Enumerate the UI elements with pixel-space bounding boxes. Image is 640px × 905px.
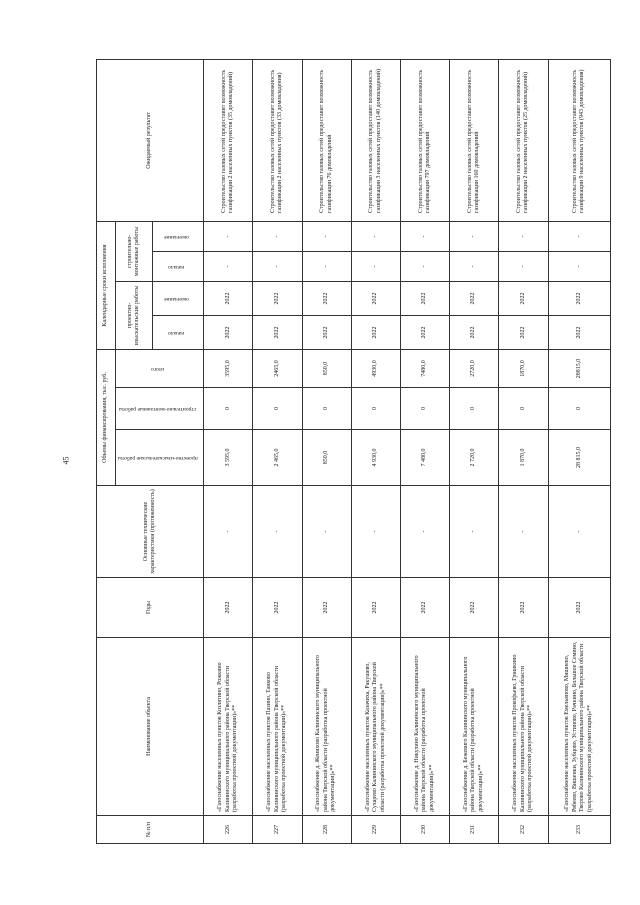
row-construction-start-cell: -	[548, 251, 611, 281]
header-design-terms: проектно-изыскательские работы	[116, 281, 153, 349]
row-design-cost-cell: 7 480,0	[400, 430, 449, 486]
row-num-cell: 226	[204, 816, 253, 844]
row-tech-cell: -	[204, 486, 253, 578]
row-year-cell: 2022	[253, 578, 302, 638]
header-num: № п/п	[97, 816, 204, 844]
table-row	[351, 59, 400, 843]
row-design-start-cell: 2022	[253, 315, 302, 349]
row-year-cell: 2022	[351, 578, 400, 638]
row-name-cell: «Газоснабжение населенных пунктов Пазино, Танково Калининского муниципального района Тверской области (разработка проектной документации)»**	[253, 638, 302, 816]
row-tech-cell: -	[400, 486, 449, 578]
row-design-end-cell: 2022	[253, 281, 302, 315]
row-total-cell: 3595,0	[204, 349, 253, 387]
row-design-start-cell: 2022	[204, 315, 253, 349]
row-construction-cost-cell: 0	[351, 388, 400, 430]
header-construction-terms: строительно-монтажные работы	[116, 221, 153, 281]
row-design-end-cell: 2022	[204, 281, 253, 315]
row-tech-cell: -	[253, 486, 302, 578]
header-design-start: начало	[153, 315, 204, 349]
row-construction-end-cell: -	[351, 221, 400, 251]
row-year-cell: 2022	[499, 578, 548, 638]
row-design-end-cell: 2022	[351, 281, 400, 315]
row-name-cell: «Газоснабжение населенных пунктов Прокофьево, Гришкино Калининского муниципального района Тверской области (разработка проектной документации)»**	[499, 638, 548, 816]
row-total-cell: 850,0	[302, 349, 351, 387]
row-construction-end-cell: -	[499, 221, 548, 251]
row-construction-cost-cell: 0	[499, 388, 548, 430]
row-num-cell: 231	[450, 816, 499, 844]
header-total: итого	[116, 349, 204, 387]
row-design-cost-cell: 2 465,0	[253, 430, 302, 486]
row-construction-start-cell: -	[499, 251, 548, 281]
row-design-end-cell: 2022	[548, 281, 611, 315]
row-year-cell: 2022	[450, 578, 499, 638]
row-construction-start-cell: -	[351, 251, 400, 281]
row-year-cell: 2022	[400, 578, 449, 638]
header-construction-start: начало	[153, 251, 204, 281]
header-name: Наименование объекта	[97, 638, 204, 816]
row-total-cell: 1870,0	[499, 349, 548, 387]
row-construction-cost-cell: 0	[400, 388, 449, 430]
row-construction-end-cell: -	[204, 221, 253, 251]
row-construction-start-cell: -	[450, 251, 499, 281]
row-result-cell: Строительство газовых сетей предоставит возможность газификации 160 домовладений	[450, 59, 499, 221]
row-design-start-cell: 2022	[499, 315, 548, 349]
header-terms: Календарные сроки исполнения	[97, 221, 116, 349]
row-design-start-cell: 2022	[351, 315, 400, 349]
row-construction-start-cell: -	[253, 251, 302, 281]
row-construction-cost-cell: 0	[204, 388, 253, 430]
row-construction-start-cell: -	[302, 251, 351, 281]
header-construction-end: окончание	[153, 221, 204, 251]
row-design-cost-cell: 1 870,0	[499, 430, 548, 486]
header-row-1	[97, 59, 116, 843]
row-name-cell: «Газоснабжение д. Бежевиго Калининского муниципального района Тверской области (разработка проектной документации)»**	[450, 638, 499, 816]
row-construction-start-cell: -	[204, 251, 253, 281]
row-construction-start-cell: -	[400, 251, 449, 281]
row-tech-cell: -	[499, 486, 548, 578]
row-tech-cell: -	[351, 486, 400, 578]
row-num-cell: 228	[302, 816, 351, 844]
table-row	[499, 59, 548, 843]
row-construction-cost-cell: 0	[253, 388, 302, 430]
table-row	[450, 59, 499, 843]
table-body	[204, 59, 611, 843]
row-num-cell: 230	[400, 816, 449, 844]
row-design-end-cell: 2022	[450, 281, 499, 315]
row-total-cell: 28815,0	[548, 349, 611, 387]
row-name-cell: «Газоснабжение населенных пунктов Емельяново, Мишнево, Рябеево, Вишенки, Зубцово, Устиново, Рачкино, Большое Семино, Тверово Калининского муниципального района Тверской области (разработка проектной документации)»**	[548, 638, 611, 816]
row-result-cell: Строительство газовых сетей предоставит возможность газификации 9 населенных пунктов (943 домовладения)	[548, 59, 611, 221]
projects-table	[96, 59, 611, 844]
row-result-cell: Строительство газовых сетей предоставит возможность газификации 3 населенных пунктов (140 домовладений)	[351, 59, 400, 221]
row-name-cell: «Газоснабжение д. Женихово Калининского муниципального района Тверской области (разработка проектной документации)»**	[302, 638, 351, 816]
row-construction-end-cell: -	[400, 221, 449, 251]
row-construction-end-cell: -	[548, 221, 611, 251]
row-result-cell: Строительство газовых сетей предоставит возможность газификации 2 населенных пунктов (33 домовладения)	[253, 59, 302, 221]
row-total-cell: 4930,0	[351, 349, 400, 387]
row-name-cell: «Газоснабжение населенных пунктов Казачиха, Ракушево, Сухарево Калининского муниципального района Тверской области (разработка проектной документации)»**	[351, 638, 400, 816]
row-tech-cell: -	[450, 486, 499, 578]
row-name-cell: «Газоснабжение д. Никулино Калининского муниципального района Тверской области (разработка проектной документации)»**	[400, 638, 449, 816]
row-design-cost-cell: 2 720,0	[450, 430, 499, 486]
row-result-cell: Строительство газовых сетей предоставит возможность газификации 76 домовладений	[302, 59, 351, 221]
table-row	[302, 59, 351, 843]
row-total-cell: 7480,0	[400, 349, 449, 387]
row-design-cost-cell: 850,0	[302, 430, 351, 486]
row-year-cell: 2022	[204, 578, 253, 638]
row-total-cell: 2465,0	[253, 349, 302, 387]
table-row	[253, 59, 302, 843]
row-construction-cost-cell: 0	[548, 388, 611, 430]
row-num-cell: 229	[351, 816, 400, 844]
row-design-end-cell: 2022	[499, 281, 548, 315]
row-num-cell: 233	[548, 816, 611, 844]
header-years: Годы	[97, 578, 204, 638]
row-design-start-cell: 2022	[400, 315, 449, 349]
page-number: 45	[61, 456, 71, 465]
row-year-cell: 2022	[302, 578, 351, 638]
table-row	[204, 59, 253, 843]
row-total-cell: 2720,0	[450, 349, 499, 387]
header-finance: Объемы финансирования, тыс. руб.	[97, 349, 116, 485]
row-design-cost-cell: 4 930,0	[351, 430, 400, 486]
row-year-cell: 2022	[548, 578, 611, 638]
row-result-cell: Строительство газовых сетей предоставит возможность газификации 2 населенных пунктов (25 домовладений)	[499, 59, 548, 221]
row-design-end-cell: 2022	[400, 281, 449, 315]
row-num-cell: 232	[499, 816, 548, 844]
row-num-cell: 227	[253, 816, 302, 844]
row-design-start-cell: 2022	[450, 315, 499, 349]
row-result-cell: Строительство газовых сетей предоставит возможность газификации 797 домовладений	[400, 59, 449, 221]
row-construction-end-cell: -	[302, 221, 351, 251]
table-row	[548, 59, 611, 843]
row-design-start-cell: 2022	[302, 315, 351, 349]
table-row	[400, 59, 449, 843]
row-design-start-cell: 2022	[548, 315, 611, 349]
row-result-cell: Строительство газовых сетей предоставит возможность газификации 2 населенных пунктов (35 домовладений)	[204, 59, 253, 221]
row-construction-end-cell: -	[253, 221, 302, 251]
row-construction-end-cell: -	[450, 221, 499, 251]
header-result: Ожидаемый результат	[97, 59, 204, 221]
rotated-table-wrapper	[96, 60, 601, 844]
row-tech-cell: -	[548, 486, 611, 578]
row-design-cost-cell: 28 815,0	[548, 430, 611, 486]
row-design-cost-cell: 3 595,0	[204, 430, 253, 486]
row-tech-cell: -	[302, 486, 351, 578]
row-construction-cost-cell: 0	[450, 388, 499, 430]
row-construction-cost-cell: 0	[302, 388, 351, 430]
row-name-cell: «Газоснабжение населенных пунктов Козлятино, Рожкино Калининского муниципального района Тверской области (разработка проектной документации)»**	[204, 638, 253, 816]
header-construction-work: строительно-монтажные работы	[116, 388, 204, 430]
header-design-work: проектно-изыскательские работы	[116, 430, 204, 486]
header-tech: Основные технические характеристики (протяженность)	[97, 486, 204, 578]
header-design-end: окончание	[153, 281, 204, 315]
row-design-end-cell: 2022	[302, 281, 351, 315]
